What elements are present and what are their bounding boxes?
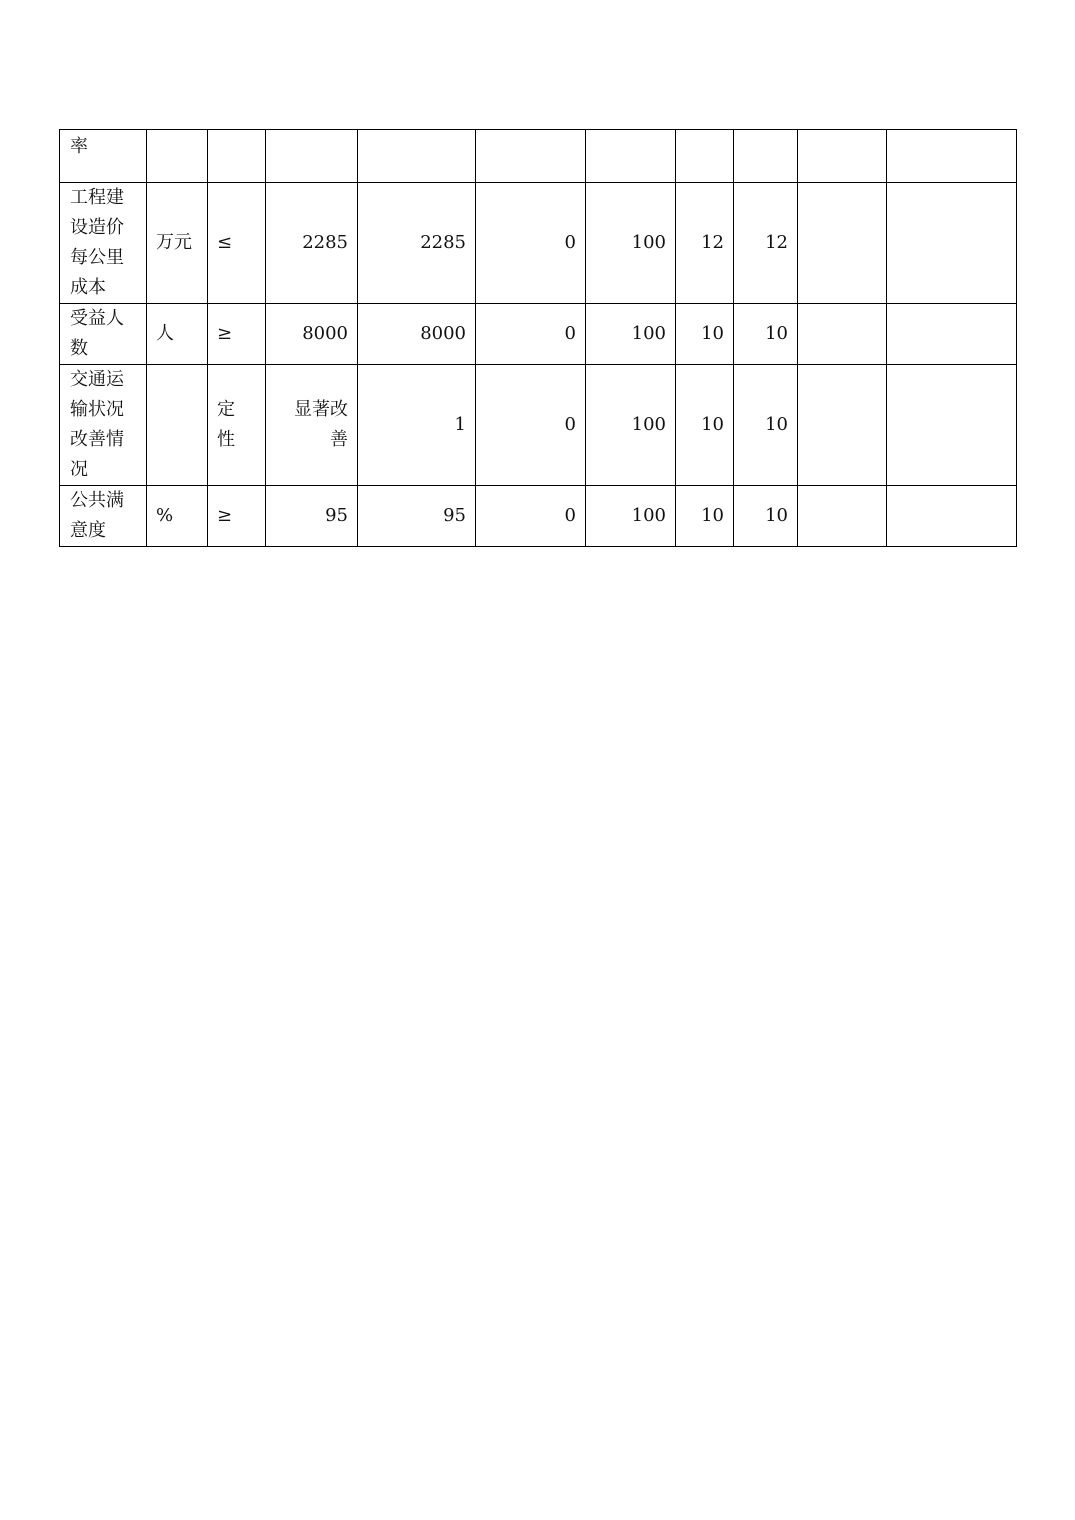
actual-value-cell: 95 [358, 486, 476, 547]
completion-rate-cell: 100 [586, 486, 676, 547]
table-row [60, 486, 1017, 547]
empty-cell [798, 365, 887, 486]
target-value-cell: 显著改 善 [266, 365, 358, 486]
performance-table [59, 129, 1017, 547]
completion-rate-cell: 100 [586, 365, 676, 486]
actual-value-cell: 1 [358, 365, 476, 486]
actual-value-cell [358, 130, 476, 183]
operator-cell [208, 130, 266, 183]
empty-cell [887, 486, 1017, 547]
empty-cell [887, 130, 1017, 183]
completion-rate-cell: 100 [586, 304, 676, 365]
operator-cell: ≥ [208, 304, 266, 365]
indicator-name-cell: 交通运 输状况 改善情 况 [60, 365, 147, 486]
empty-cell [887, 365, 1017, 486]
unit-cell [147, 130, 208, 183]
indicator-name-cell: 受益人 数 [60, 304, 147, 365]
unit-cell: 万元 [147, 183, 208, 304]
score-cell: 10 [734, 304, 798, 365]
deviation-cell: 0 [476, 486, 586, 547]
operator-cell: ≥ [208, 486, 266, 547]
weight-cell [676, 130, 734, 183]
actual-value-cell: 2285 [358, 183, 476, 304]
target-value-cell: 2285 [266, 183, 358, 304]
completion-rate-cell: 100 [586, 183, 676, 304]
completion-rate-cell [586, 130, 676, 183]
deviation-cell: 0 [476, 365, 586, 486]
empty-cell [887, 183, 1017, 304]
weight-cell: 10 [676, 486, 734, 547]
score-cell [734, 130, 798, 183]
unit-cell [147, 365, 208, 486]
unit-cell: % [147, 486, 208, 547]
operator-cell: 定 性 [208, 365, 266, 486]
score-cell: 10 [734, 486, 798, 547]
score-cell: 10 [734, 365, 798, 486]
empty-cell [798, 130, 887, 183]
target-value-cell [266, 130, 358, 183]
table-row [60, 183, 1017, 304]
target-value-cell: 95 [266, 486, 358, 547]
deviation-cell: 0 [476, 304, 586, 365]
table-row [60, 365, 1017, 486]
table-row [60, 304, 1017, 365]
target-value-cell: 8000 [266, 304, 358, 365]
operator-cell: ≤ [208, 183, 266, 304]
empty-cell [798, 183, 887, 304]
empty-cell [887, 304, 1017, 365]
weight-cell: 10 [676, 365, 734, 486]
actual-value-cell: 8000 [358, 304, 476, 365]
deviation-cell: 0 [476, 183, 586, 304]
score-cell: 12 [734, 183, 798, 304]
indicator-name-cell: 工程建 设造价 每公里 成本 [60, 183, 147, 304]
unit-cell: 人 [147, 304, 208, 365]
table-row [60, 130, 1017, 183]
weight-cell: 10 [676, 304, 734, 365]
indicator-name-cell: 公共满 意度 [60, 486, 147, 547]
weight-cell: 12 [676, 183, 734, 304]
empty-cell [798, 486, 887, 547]
deviation-cell [476, 130, 586, 183]
empty-cell [798, 304, 887, 365]
indicator-name-cell: 率 [60, 130, 147, 183]
